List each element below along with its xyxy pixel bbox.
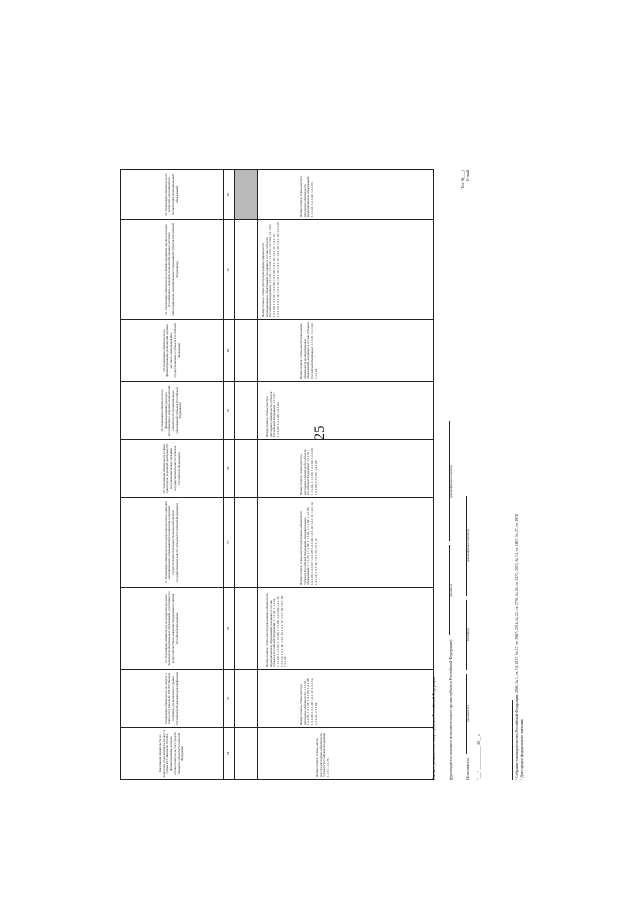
- blank-cell: [235, 382, 258, 440]
- row-label-cell: [258, 728, 434, 780]
- header-cell: 20. Реализация обязательств по финансированию полномочий органов местного самоуправления, осуществляемых в субъекте Российской Федерации: [121, 320, 224, 382]
- header-cell: 17. Реализация обязательств по вопросам местного значения муниципальных образований (Соглашения о передаче осуществления отдельных полномочий органов государственной власти субъекта Российской Федерации): [121, 498, 224, 588]
- content-text: Номер пункта, статьи реестра расходных обязательств: 1.1.1.01, 1.2.1.03, 1.3.1.05; 1.4.1.06; 1.4.1.08; 1.5.1.09; 1.6.1.10; 1.6.1.11; 1.6.1.12, 2.1.1.01, 2.1.1.04: [299, 677, 318, 725]
- position-caption: (должность): [465, 705, 470, 722]
- column-number: 80: [224, 320, 235, 382]
- phone-label: Тел. 8(___): [459, 170, 465, 189]
- phone-caption: (телефон): [465, 627, 470, 642]
- page-number: 25: [312, 425, 328, 441]
- executor-label: Исполнитель: [464, 757, 470, 780]
- signature-block: [432, 170, 482, 780]
- column-number: 79: [224, 382, 235, 440]
- header-cell: 18. Реализация обязательств в сфере транспорта, дорожной деятельности (Соглашения между органами государственной власти субъекта Российской Федерации): [121, 440, 224, 498]
- date-line: [477, 170, 482, 780]
- header-cell: 21. Реализация обязательств по финансированию прочих расходов (Соглашения о передаче полномочий органов местного самоуправления, муниципальных образований субъекта Российской Федерации): [121, 220, 224, 320]
- column-number: 74: [224, 728, 235, 780]
- official-subtitle: (руководитель высшего исполнительного органа субъекта Российской Федерации): [447, 639, 453, 780]
- email-label: E-mail: [464, 170, 470, 181]
- signature-caption: (подпись): [448, 583, 453, 598]
- header-cell: 22. Реализация обязательств по вопросам, относящимся к полномочиям муниципальных образований: [121, 170, 224, 220]
- blank-cell: [235, 320, 258, 382]
- blank-cell: [235, 670, 258, 728]
- shaded-cell: [235, 170, 258, 220]
- column-number: 77: [224, 498, 235, 588]
- official-title: Высшее должностное лицо субъекта Российской Федерации: [431, 676, 436, 780]
- content-cell: [258, 498, 434, 588]
- blank-cell: [235, 728, 258, 780]
- content-cell: [258, 170, 434, 220]
- header-cell: 16. Реализация обязательств по вопросам местного значения муниципальных образований, относящихся к вопросам местного значения, Федерального закона Российской Федерации: [121, 588, 224, 670]
- executor-name-caption: (расшифровка подписи): [465, 529, 470, 562]
- content-text: Номер пункта, статьи реестра расходных обязательств муниципальных образований, входящих в состав субъекта Российской Федерации: 1.1.1.01; 1.1.1.02; 1.2.1.03: [299, 322, 318, 379]
- signature-line-head: [444, 170, 454, 780]
- header-cell: Реализация обязательств по пункту 2 статьи 26.3 Закона № 184-ФЗ Законов поправок, регионального уровня Российской Федерации (расшифровка): [121, 670, 224, 728]
- blank-cell: [235, 498, 258, 588]
- blank-cell: [235, 588, 258, 670]
- column-number: 82: [224, 170, 235, 220]
- name-caption: (расшифровка подписи): [448, 465, 453, 498]
- header-cell: 19. Реализация обязательств по финансированию расходов (Соглашения о передаче полномочий, обязательств муниципальных образований субъекта Российской Федерации): [121, 382, 224, 440]
- content-cell: [258, 320, 434, 382]
- blank-cell: [235, 220, 258, 320]
- footnote-2: ² Для городов федерального значения: [519, 719, 524, 780]
- date-text: "___" ____________ 20__ г.: [476, 733, 482, 780]
- content-cell: [258, 220, 434, 320]
- form-table: [120, 169, 434, 780]
- content-cell: [258, 670, 434, 728]
- content-text: Номер пункта, статьи реестра расходных обязательств муниципальных образований: 1.1.1.01; 1.2.1.02; 1.3.1.03: [299, 176, 315, 217]
- column-number: 75: [224, 670, 235, 728]
- content-cell: [258, 588, 434, 670]
- content-text: Номер пункта, статьи реестра расходных обязательств субъекта Российской Федерации: 1.1.1.01; 1.1.1.02, 1.1.1.03; 1.2.1.04; 1.2.1.05; 1.3.1.06; 1.3.1.07; 1.4.1.08: [299, 447, 318, 495]
- content-text: Номер пункта, статьи реестра расходных обязательств субъекта Российской Федерации, муниципальных образований: 1.1.1.01; 1.1.1.02; 1.1.1.03, 1.1.1.04; 1.1.1.05; 1.2.1.06; 1.2.1.07; 1.2.1.08; 1.3.1.09; 1.3.1.10; 1.3.1.11; 1.4.1.12; 1.4.1.13; 1.4.1.14; 1.5.1.15; 1.5.1.16: [299, 501, 318, 585]
- column-number: 81: [224, 220, 235, 320]
- header-cell: Реализация обязательств по вопросам, относящимся к пункту 2 статьи 26.3 Закона № 184-ФЗ, финансирование которых осуществляется за счет средств бюджета субъекта Российской Федерации: [121, 728, 224, 780]
- row-label: Номер пункта, статьи, части реестра расходных обязательств субъекта Российской Федерации 1.1.71 - 1.1.76: [315, 732, 331, 777]
- footnote-rule: [512, 700, 513, 780]
- content-text: Номер пункта, статьи реестра расходных обязательств муниципальных образований, входящих в состав субъекта Российской Федерации: 1.1.1.01; 1.1.1.02, 1.1.1.03; 1.1.1.05, 1.1.1.06; 1.1.1.08; 1.2.1.09; 1.2.1.11; 1.3.1.12; 1.3.1.14; 1.4.1.16, 1.4.1.17; 1.5.1.18; 1.5.1.19; 1.5.1.20: [265, 593, 288, 667]
- signature-line-executor: [461, 170, 471, 780]
- blank-cell: [235, 440, 258, 498]
- column-number: 76: [224, 588, 235, 670]
- content-text: Номер пункта, статьи реестра расходных обязательств субъекта Российской Федерации: 1.1.1.01; 1.1.1.02; 1.2.1.03; 1.2.1.04: [265, 391, 281, 437]
- footnote-1: ¹ Собрание законодательства Российской Федерации, 2006, № 1, ст. 10; 2017, № 27, ст. 3987; 2014, № 22, ст. 2770, № 26, ст. 3371; 2015, № 13, ст. 1807, № 27, ст. 3978: [515, 514, 519, 780]
- content-cell: [258, 440, 434, 498]
- footnotes: [512, 170, 524, 780]
- content-text: Номер пункта, статьи реестра расходных обязательств муниципальных образований, входящих в состав субъекта Российской Федерации: 1.1.1.01; 1.1.1.02; 1.1.1.03; 1.2.1.04; 1.2.1.05; 1.2.1.06; 1.3.1.07; 1.3.1.08; 1.3.1.09; 1.4.1.10; 1.4.1.11; 1.4.1.12; 1.5.1.13; 1.5.1.14; 1.5.1.15; 1.6.1.16; 1.6.1.17; 1.6.1.18; 1.7.1.19; 1.7.1.20: [261, 222, 280, 317]
- content-cell: [258, 382, 434, 440]
- rotated-page-content: [20, 60, 620, 880]
- column-number: 78: [224, 440, 235, 498]
